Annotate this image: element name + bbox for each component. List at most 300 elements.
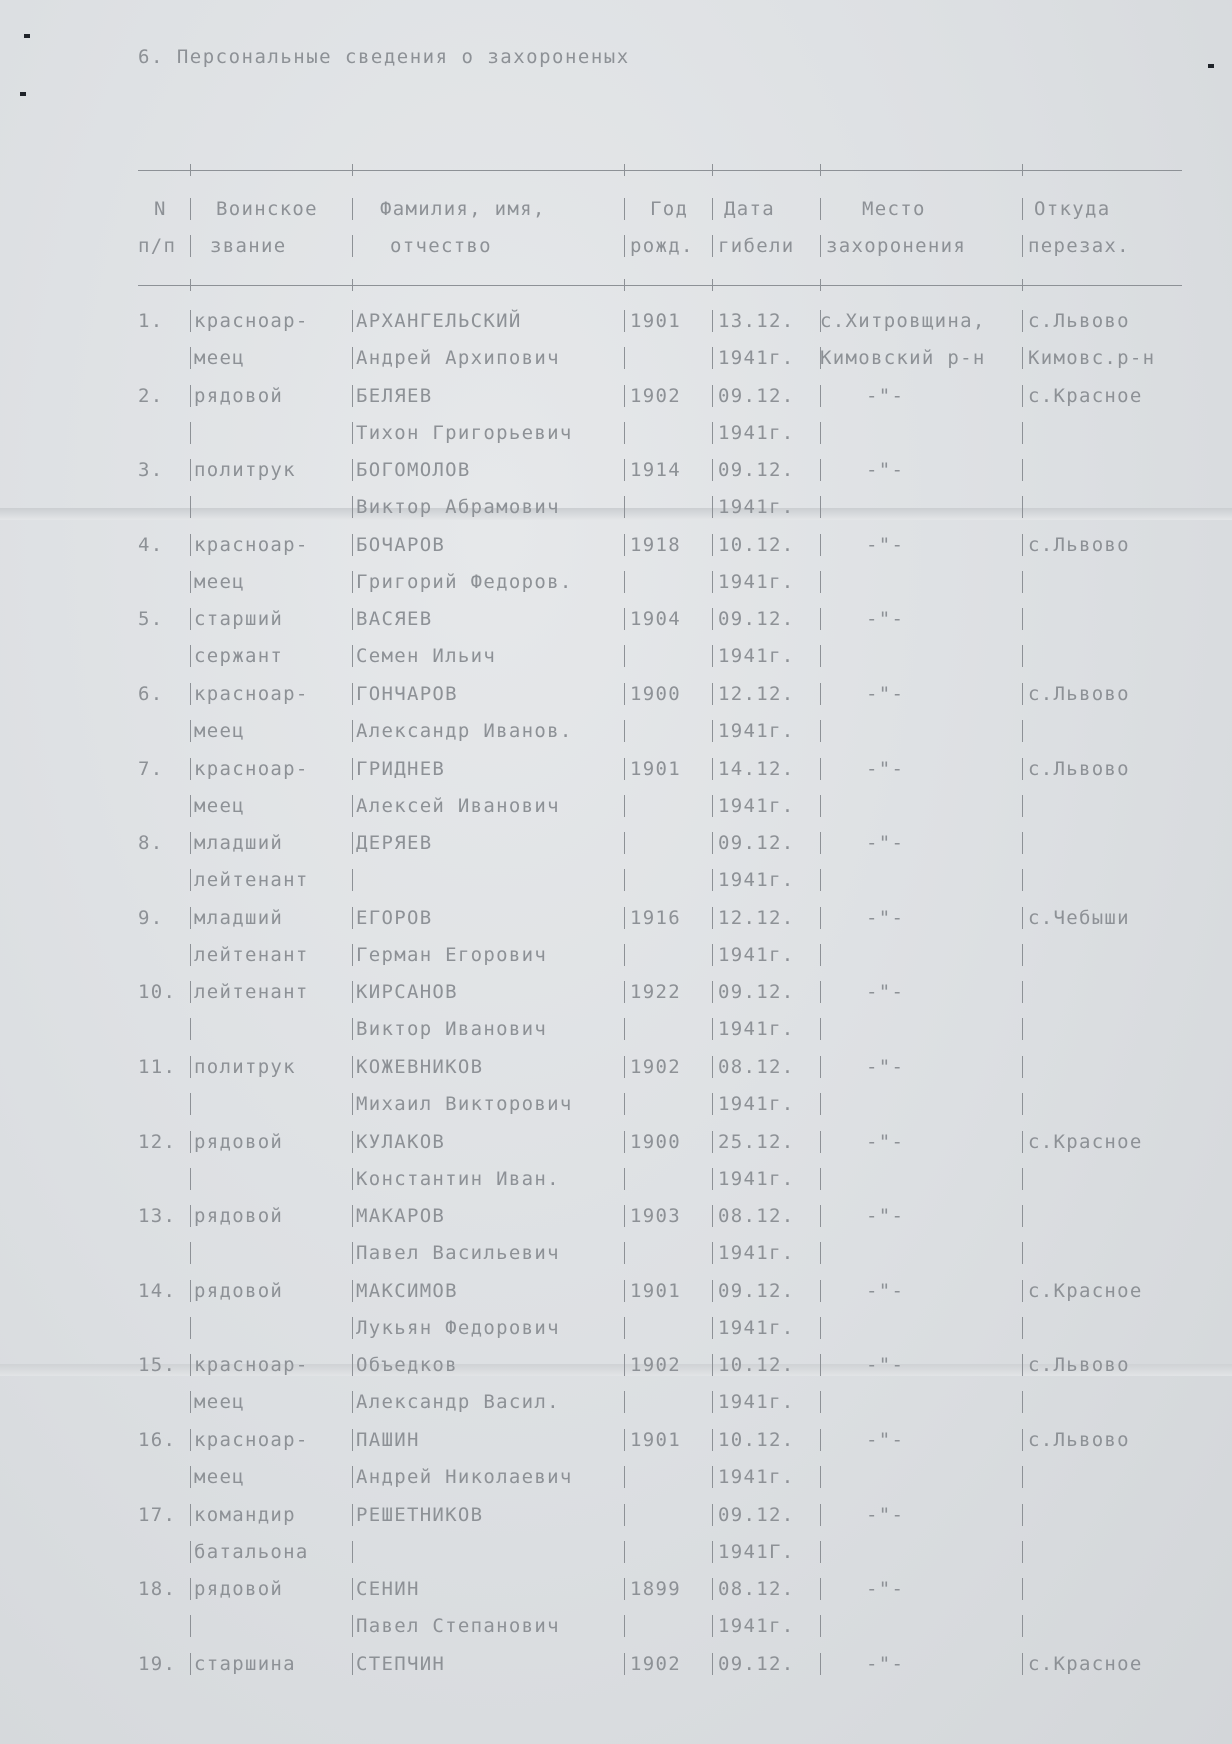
row-birth-year: 1903 xyxy=(630,1205,681,1228)
row-name: Тихон Григорьевич xyxy=(356,421,573,444)
column-separator xyxy=(190,1615,191,1637)
column-separator xyxy=(820,1541,821,1563)
row-number: 13. xyxy=(138,1205,177,1228)
column-separator xyxy=(820,795,821,817)
column-separator xyxy=(352,645,353,667)
rule-tick xyxy=(712,279,713,291)
row-name: АРХАНГЕЛЬСКИЙ xyxy=(356,310,522,332)
column-separator xyxy=(820,1504,821,1526)
column-separator xyxy=(712,310,713,332)
row-date: 12.12. xyxy=(718,683,795,705)
column-separator xyxy=(624,385,625,407)
row-burial-place: -"- xyxy=(866,1279,905,1302)
column-separator xyxy=(712,1205,713,1227)
column-separator xyxy=(624,683,625,705)
rule-tick xyxy=(820,279,821,291)
punch-mark xyxy=(20,92,26,96)
column-separator xyxy=(190,1466,191,1488)
column-separator xyxy=(1022,1056,1023,1078)
column-separator xyxy=(1022,534,1023,556)
header-date-line2: гибели xyxy=(718,235,795,257)
column-separator xyxy=(624,720,625,742)
column-separator xyxy=(712,1466,713,1488)
column-separator xyxy=(712,1093,713,1115)
row-name: Андрей Николаевич xyxy=(356,1466,573,1488)
row-number: 16. xyxy=(138,1429,177,1451)
column-separator xyxy=(352,1056,353,1078)
row-reburied-from: с.Львово xyxy=(1028,683,1130,705)
row-birth-year: 1901 xyxy=(630,1429,681,1451)
column-separator xyxy=(712,571,713,593)
row-rank: рядовой xyxy=(194,384,284,407)
row-number: 9. xyxy=(138,906,164,929)
column-separator xyxy=(352,1541,353,1563)
row-name: Виктор Абрамович xyxy=(356,496,560,519)
row-rank: меец xyxy=(194,720,245,742)
column-separator xyxy=(820,1093,821,1115)
column-separator xyxy=(712,1429,713,1451)
column-separator xyxy=(624,907,625,929)
row-rank: красноар- xyxy=(194,533,309,556)
column-separator xyxy=(352,869,353,891)
column-separator xyxy=(190,1504,191,1526)
column-separator xyxy=(352,1578,353,1600)
row-name: БЕЛЯЕВ xyxy=(356,384,433,407)
column-separator xyxy=(1022,608,1023,630)
column-separator xyxy=(1022,1354,1023,1376)
column-separator xyxy=(624,645,625,667)
column-separator xyxy=(712,422,713,444)
column-separator xyxy=(820,571,821,593)
column-separator xyxy=(712,1578,713,1600)
column-separator xyxy=(820,1018,821,1040)
column-separator xyxy=(712,1317,713,1339)
column-separator xyxy=(712,1168,713,1190)
row-burial-place: -"- xyxy=(866,906,905,929)
header-year-line1: Год xyxy=(650,198,689,220)
row-burial-place: -"- xyxy=(866,683,905,705)
row-rank: рядовой xyxy=(194,1578,284,1601)
header-year-line2: рожд. xyxy=(630,235,694,257)
row-birth-year: 1902 xyxy=(630,1652,681,1675)
header-name-line1: Фамилия, имя, xyxy=(380,198,546,220)
row-number: 18. xyxy=(138,1578,177,1601)
row-reburied-from: с.Львово xyxy=(1028,1354,1130,1377)
column-separator xyxy=(1022,1242,1023,1264)
column-separator xyxy=(820,496,821,518)
row-birth-year: 1916 xyxy=(630,906,681,929)
column-separator xyxy=(1022,459,1023,481)
table-top-rule xyxy=(138,170,1182,171)
row-rank: старшина xyxy=(194,1652,296,1675)
row-name: Семен Ильич xyxy=(356,645,497,668)
column-separator xyxy=(352,347,353,369)
row-rank: сержант xyxy=(194,645,284,668)
column-separator xyxy=(190,347,191,369)
row-date: 14.12. xyxy=(718,757,795,780)
row-date: 1941г. xyxy=(718,794,795,817)
column-separator xyxy=(1022,310,1023,332)
row-name: Герман Егорович xyxy=(356,943,548,966)
rule-tick xyxy=(820,164,821,176)
row-name: Лукьян Федорович xyxy=(356,1316,560,1339)
column-separator xyxy=(624,534,625,556)
column-separator xyxy=(1022,981,1023,1003)
row-burial-place: -"- xyxy=(866,1429,905,1451)
column-separator xyxy=(820,981,821,1003)
row-burial-place: -"- xyxy=(866,1503,905,1526)
column-separator xyxy=(712,795,713,817)
column-separator xyxy=(712,1242,713,1264)
row-date: 1941г. xyxy=(718,1242,795,1265)
row-date: 1941г. xyxy=(718,570,795,593)
column-separator xyxy=(624,1578,625,1600)
row-date: 08.12. xyxy=(718,1205,795,1228)
column-separator xyxy=(352,1093,353,1115)
column-separator xyxy=(820,720,821,742)
column-separator xyxy=(712,907,713,929)
rule-tick xyxy=(712,164,713,176)
column-separator xyxy=(820,1205,821,1227)
column-separator xyxy=(352,310,353,332)
column-separator xyxy=(1022,1280,1023,1302)
column-separator xyxy=(352,907,353,929)
row-name: Павел Степанович xyxy=(356,1615,560,1638)
column-separator xyxy=(190,1391,191,1413)
row-burial-place: -"- xyxy=(866,1056,905,1078)
column-separator xyxy=(624,310,625,332)
header-place-line2: захоронения xyxy=(826,235,967,257)
column-separator xyxy=(624,1653,625,1675)
row-birth-year: 1904 xyxy=(630,608,681,631)
row-date: 09.12. xyxy=(718,608,795,631)
column-separator xyxy=(190,1317,191,1339)
column-separator xyxy=(624,422,625,444)
column-separator xyxy=(712,1280,713,1302)
column-separator xyxy=(352,385,353,407)
column-separator xyxy=(190,1242,191,1264)
column-separator xyxy=(712,496,713,518)
row-reburied-from: с.Чебыши xyxy=(1028,906,1130,929)
row-date: 1941Г. xyxy=(718,1540,795,1563)
column-separator xyxy=(712,832,713,854)
column-separator xyxy=(1022,235,1023,257)
column-separator xyxy=(624,1242,625,1264)
row-date: 12.12. xyxy=(718,906,795,929)
column-separator xyxy=(712,683,713,705)
row-name: Михаил Викторович xyxy=(356,1093,573,1115)
column-separator xyxy=(190,1205,191,1227)
row-date: 1941г. xyxy=(718,1391,795,1414)
column-separator xyxy=(1022,795,1023,817)
column-separator xyxy=(624,496,625,518)
column-separator xyxy=(820,1466,821,1488)
row-rank: красноар- xyxy=(194,1354,309,1377)
row-date: 09.12. xyxy=(718,1503,795,1526)
header-from-line2: перезах. xyxy=(1028,235,1130,257)
column-separator xyxy=(820,1578,821,1600)
row-name: Алексей Иванович xyxy=(356,794,560,817)
column-separator xyxy=(624,198,625,220)
column-separator xyxy=(712,944,713,966)
column-separator xyxy=(190,1018,191,1040)
column-separator xyxy=(712,1615,713,1637)
row-date: 25.12. xyxy=(718,1130,795,1153)
column-separator xyxy=(712,1541,713,1563)
column-separator xyxy=(624,1056,625,1078)
column-separator xyxy=(190,720,191,742)
header-from-line1: Откуда xyxy=(1034,198,1111,220)
column-separator xyxy=(352,198,353,220)
row-rank: меец xyxy=(194,570,245,593)
row-date: 09.12. xyxy=(718,981,795,1004)
row-birth-year: 1902 xyxy=(630,1354,681,1377)
row-name: ПАШИН xyxy=(356,1429,420,1451)
column-separator xyxy=(820,869,821,891)
column-separator xyxy=(352,1205,353,1227)
column-separator xyxy=(190,795,191,817)
column-separator xyxy=(624,1504,625,1526)
row-birth-year: 1901 xyxy=(630,1279,681,1302)
column-separator xyxy=(624,1093,625,1115)
row-reburied-from: с.Красное xyxy=(1028,1130,1143,1153)
column-separator xyxy=(352,1280,353,1302)
row-name: КОЖЕВНИКОВ xyxy=(356,1056,484,1078)
row-rank: старший xyxy=(194,608,284,631)
column-separator xyxy=(624,795,625,817)
row-rank: красноар- xyxy=(194,757,309,780)
column-separator xyxy=(1022,758,1023,780)
column-separator xyxy=(712,1056,713,1078)
column-separator xyxy=(352,1018,353,1040)
row-date: 1941г. xyxy=(718,1466,795,1488)
column-separator xyxy=(352,1429,353,1451)
column-separator xyxy=(712,608,713,630)
column-separator xyxy=(624,1541,625,1563)
column-separator xyxy=(820,645,821,667)
column-separator xyxy=(820,459,821,481)
column-separator xyxy=(190,1168,191,1190)
row-reburied-from: с.Красное xyxy=(1028,1279,1143,1302)
column-separator xyxy=(712,347,713,369)
row-name: БОГОМОЛОВ xyxy=(356,459,471,482)
column-separator xyxy=(1022,422,1023,444)
row-burial-place: с.Хитровщина, xyxy=(820,310,986,332)
column-separator xyxy=(1022,1018,1023,1040)
column-separator xyxy=(624,1168,625,1190)
row-rank: политрук xyxy=(194,459,296,482)
column-separator xyxy=(352,1168,353,1190)
column-separator xyxy=(624,1429,625,1451)
row-name: БОЧАРОВ xyxy=(356,533,446,556)
row-name: Константин Иван. xyxy=(356,1167,560,1190)
column-separator xyxy=(1022,1093,1023,1115)
column-separator xyxy=(712,198,713,220)
row-name: Александр Иванов. xyxy=(356,720,573,742)
column-separator xyxy=(352,1242,353,1264)
column-separator xyxy=(712,981,713,1003)
column-separator xyxy=(820,1391,821,1413)
row-name: СЕНИН xyxy=(356,1578,420,1601)
row-reburied-from: с.Львово xyxy=(1028,533,1130,556)
column-separator xyxy=(190,1354,191,1376)
row-number: 15. xyxy=(138,1354,177,1377)
rule-tick xyxy=(190,279,191,291)
row-rank: меец xyxy=(194,347,245,369)
rule-tick xyxy=(352,279,353,291)
column-separator xyxy=(190,310,191,332)
column-separator xyxy=(820,608,821,630)
row-birth-year: 1902 xyxy=(630,1056,681,1078)
row-burial-place: Кимовский р-н xyxy=(820,347,986,369)
column-separator xyxy=(820,1317,821,1339)
column-separator xyxy=(712,720,713,742)
row-rank: меец xyxy=(194,794,245,817)
row-rank: красноар- xyxy=(194,1429,309,1451)
column-separator xyxy=(1022,198,1023,220)
row-burial-place: -"- xyxy=(866,533,905,556)
column-separator xyxy=(712,869,713,891)
column-separator xyxy=(190,571,191,593)
column-separator xyxy=(1022,496,1023,518)
row-date: 1941г. xyxy=(718,1615,795,1638)
column-separator xyxy=(190,496,191,518)
column-separator xyxy=(352,496,353,518)
column-separator xyxy=(1022,1504,1023,1526)
column-separator xyxy=(190,645,191,667)
row-birth-year: 1902 xyxy=(630,384,681,407)
header-rank-line2: звание xyxy=(210,235,287,257)
column-separator xyxy=(624,758,625,780)
row-date: 09.12. xyxy=(718,1279,795,1302)
column-separator xyxy=(1022,1578,1023,1600)
row-date: 09.12. xyxy=(718,1652,795,1675)
column-separator xyxy=(190,459,191,481)
row-name: МАКАРОВ xyxy=(356,1205,446,1228)
column-separator xyxy=(190,1653,191,1675)
column-separator xyxy=(190,1578,191,1600)
column-separator xyxy=(1022,1541,1023,1563)
row-date: 1941г. xyxy=(718,421,795,444)
row-reburied-from: с.Красное xyxy=(1028,384,1143,407)
column-separator xyxy=(712,1653,713,1675)
row-birth-year: 1914 xyxy=(630,459,681,482)
row-name: ГРИДНЕВ xyxy=(356,757,446,780)
column-separator xyxy=(820,198,821,220)
column-separator xyxy=(712,235,713,257)
column-separator xyxy=(190,1541,191,1563)
column-separator xyxy=(1022,944,1023,966)
row-burial-place: -"- xyxy=(866,1205,905,1228)
row-birth-year: 1922 xyxy=(630,981,681,1004)
column-separator xyxy=(624,1317,625,1339)
column-separator xyxy=(820,832,821,854)
column-separator xyxy=(1022,1466,1023,1488)
row-date: 13.12. xyxy=(718,310,795,332)
column-separator xyxy=(1022,720,1023,742)
rule-tick xyxy=(624,279,625,291)
row-burial-place: -"- xyxy=(866,459,905,482)
column-separator xyxy=(190,385,191,407)
header-rank-line1: Воинское xyxy=(216,198,318,220)
row-rank: лейтенант xyxy=(194,869,309,892)
column-separator xyxy=(820,347,821,369)
column-separator xyxy=(624,981,625,1003)
row-reburied-from: Кимовс.р-н xyxy=(1028,347,1156,369)
column-separator xyxy=(190,1429,191,1451)
row-date: 08.12. xyxy=(718,1578,795,1601)
column-separator xyxy=(624,459,625,481)
column-separator xyxy=(1022,1205,1023,1227)
column-separator xyxy=(820,1242,821,1264)
column-separator xyxy=(712,459,713,481)
column-separator xyxy=(624,944,625,966)
column-separator xyxy=(820,235,821,257)
column-separator xyxy=(190,981,191,1003)
row-reburied-from: с.Львово xyxy=(1028,1429,1130,1451)
row-name: Павел Васильевич xyxy=(356,1242,560,1265)
column-separator xyxy=(352,1504,353,1526)
column-separator xyxy=(712,1354,713,1376)
column-separator xyxy=(190,944,191,966)
column-separator xyxy=(820,385,821,407)
row-name: Виктор Иванович xyxy=(356,1018,548,1041)
column-separator xyxy=(820,310,821,332)
row-burial-place: -"- xyxy=(866,1652,905,1675)
row-number: 8. xyxy=(138,832,164,855)
column-separator xyxy=(352,1354,353,1376)
column-separator xyxy=(352,758,353,780)
column-separator xyxy=(712,1131,713,1153)
rule-tick xyxy=(1022,279,1023,291)
column-separator xyxy=(352,1466,353,1488)
column-separator xyxy=(352,1391,353,1413)
row-birth-year: 1901 xyxy=(630,310,681,332)
row-rank: красноар- xyxy=(194,683,309,705)
column-separator xyxy=(712,385,713,407)
column-separator xyxy=(190,198,191,220)
column-separator xyxy=(624,347,625,369)
column-separator xyxy=(624,832,625,854)
column-separator xyxy=(190,832,191,854)
column-separator xyxy=(1022,907,1023,929)
column-separator xyxy=(352,608,353,630)
row-rank: меец xyxy=(194,1391,245,1414)
row-rank: командир xyxy=(194,1503,296,1526)
row-rank: рядовой xyxy=(194,1130,284,1153)
column-separator xyxy=(190,758,191,780)
row-number: 6. xyxy=(138,683,164,705)
column-separator xyxy=(820,1168,821,1190)
row-name: Объедков xyxy=(356,1354,458,1377)
row-burial-place: -"- xyxy=(866,1578,905,1601)
header-number-line1: N xyxy=(154,198,167,220)
punch-mark xyxy=(1208,64,1214,68)
column-separator xyxy=(190,422,191,444)
header-name-line2: отчество xyxy=(390,235,492,257)
row-number: 14. xyxy=(138,1279,177,1302)
row-name: МАКСИМОВ xyxy=(356,1279,458,1302)
section-title: 6. Персональные сведения о захороненых xyxy=(138,46,630,68)
column-separator xyxy=(1022,347,1023,369)
row-number: 11. xyxy=(138,1056,177,1078)
column-separator xyxy=(352,459,353,481)
column-separator xyxy=(352,1131,353,1153)
column-separator xyxy=(352,1317,353,1339)
row-date: 1941г. xyxy=(718,645,795,668)
column-separator xyxy=(1022,571,1023,593)
column-separator xyxy=(820,1615,821,1637)
